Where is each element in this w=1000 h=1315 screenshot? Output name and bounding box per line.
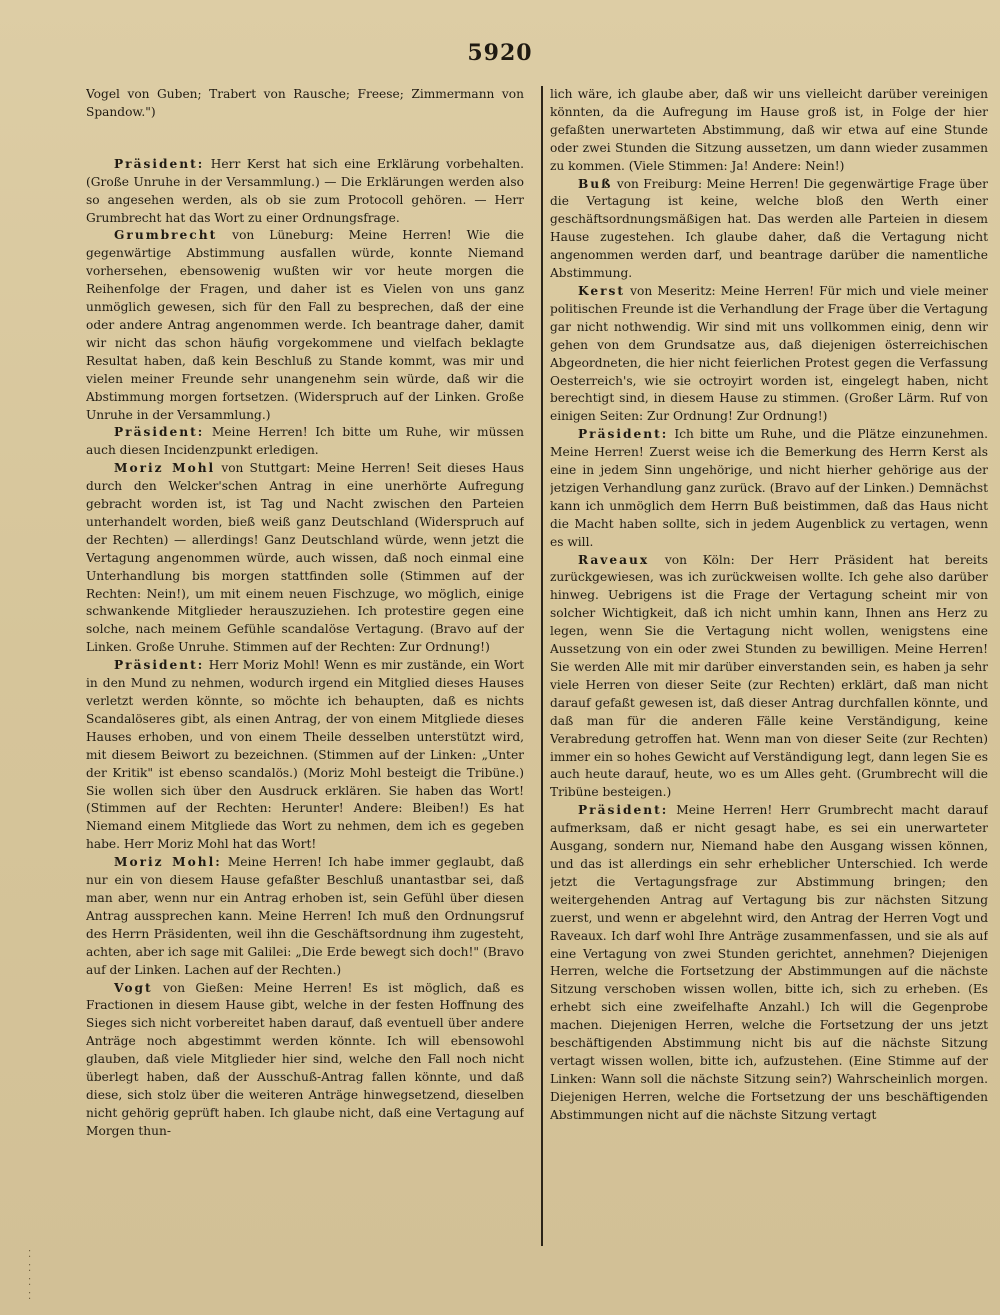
speaker-name: Präsident:	[114, 658, 205, 673]
paragraph-text: Meine Herren! Herr Grumbrecht macht darauf aufmerksam, daß er nicht gesagt habe, es sei ein unerwarteter Ausgang, sondern nur, Niemand habe den Ausgang wissen können, und das ist allerdings ein sehr erheblicher Unterschied. Ich werde jetzt die Vertagungsfrage zur Abstimmung bringen; den weitergehenden Antrag auf Vertagung bis zur nächsten Sitzung zuerst, und wenn er abgelehnt wird, den Antrag der Herren Vogt und Raveaux. Ich darf wohl Ihre Anträge zusammenfassen, und sie als auf eine Vertagung von zwei Stunden gerichtet, annehmen? Diejenigen Herren, welche die Fortsetzung der Abstimmungen auf die nächste Sitzung verschoben wissen wollen, bitte ich, sich zu erheben. (Es erhebt sich eine zweifelhafte Anzahl.) Ich will die Gegenprobe machen. Diejenigen Herren, welche die Fortsetzung der uns jetzt beschäftigenden Abstimmung nicht bis auf die nächste Sitzung vertagt wissen wollen, bitte ich, aufzustehen. (Eine Stimme auf der Linken: Wann soll die nächste Sitzung sein?) Wahrscheinlich morgen. Diejenigen Herren, welche die Fortsetzung der uns beschäftigenden Abstimmungen nicht auf die nächste Sitzung vertagt	[550, 803, 988, 1122]
paragraph	[86, 424, 524, 460]
paragraph-text: von Meseritz: Meine Herren! Für mich und viele meiner politischen Freunde ist die Verhandlung der Frage über die Vertagung gar nicht nothwendig. Wir sind mit uns vollkommen einig, denn wir gehen von dem Grundsatze aus, daß diejenigen österreichischen Abgeordneten, die hier nicht feierlichen Protest gegen die Verfassung Oesterreich's, wie sie octroyirt worden ist, eingelegt haben, nicht berechtigt sind, in diesem Hause zu stimmen. (Großer Lärm. Ruf von einigen Seiten: Zur Ordnung! Zur Ordnung!)	[550, 283, 988, 424]
paragraph	[550, 552, 988, 803]
paragraph-text: lich wäre, ich glaube aber, daß wir uns vielleicht darüber vereinigen könnten, da die Aufregung im Hause groß ist, in Folge der hier gefaßten unerwarteten Abstimmung, daß wir etwa auf eine Stunde oder zwei Stunden die Sitzung aussetzen, um dann wieder zusammen zu kommen. (Viele Stimmen: Ja! Andere: Nein!)	[550, 87, 988, 173]
left-column	[86, 86, 524, 1246]
speaker-name: Präsident:	[114, 156, 205, 171]
paragraph	[550, 283, 988, 426]
speaker-name: Präsident:	[578, 427, 669, 442]
paragraph-text: von Köln: Der Herr Präsident hat bereits zurückgewiesen, was ich zurückweisen wollte. Ich gehe also darüber hinweg. Uebrigens ist die Frage der Vertagung scheint mir von solcher Wichtigkeit, daß ich nicht umhin kann, Ihnen ans Herz zu legen, wenn Sie die Vertagung nicht wollen, wenigstens eine Aussetzung von ein oder zwei Stunden zu bewilligen. Meine Herren! Sie werden Alle mit mir darüber einverstanden sein, es haben ja sehr viele Herren von dieser Seite (zur Rechten) erklärt, daß man nicht darauf gefaßt gewesen ist, daß dieser Antrag durchfallen könnte, und daß man für die anderen Fälle keine Verständigung, keine Verabredung getroffen hat. Wenn man von dieser Seite (zur Rechten) immer ein so hohes Gewicht auf Verständigung legt, dann legen Sie es auch heute darauf, heute, wo es um Alles geht. (Grumbrecht will die Tribüne besteigen.)	[550, 552, 988, 800]
speaker-name: Moriz Mohl	[114, 461, 216, 476]
paragraph	[86, 460, 524, 657]
paragraph-text: Meine Herren! Ich habe immer geglaubt, daß nur ein von diesem Hause gefaßter Beschluß unantastbar sei, daß man aber, wenn nur ein Antrag erhoben ist, sein Gefühl über diesen Antrag aussprechen kann. Meine Herren! Ich muß den Ordnungsruf des Herrn Präsidenten, weil ihn die Geschäftsordnung ihm zugesteht, achten, aber ich sage mit Galilei: „Die Erde bewegt sich doch!" (Bravo auf der Linken. Lachen auf der Rechten.)	[86, 855, 524, 977]
speaker-name: Präsident:	[114, 425, 205, 440]
paragraph-text: Meine Herren! Ich bitte um Ruhe, wir müssen auch diesen Incidenzpunkt erledigen.	[86, 425, 524, 458]
page-number: 5920	[467, 40, 533, 66]
text-columns	[86, 86, 988, 1246]
paragraph	[550, 802, 988, 1124]
paragraph	[550, 86, 988, 176]
paragraph-text: von Gießen: Meine Herren! Es ist möglich, daß es Fractionen in diesem Hause gibt, welche in der festen Hoffnung des Sieges sich nicht vorbereitet haben darauf, daß eventuell über andere Anträge noch abgestimmt werden könnte. Ich will ebensowohl glauben, daß viele Mitglieder hier sind, welche den Fall noch nicht überlegt haben, daß der Ausschuß-Antrag fallen könnte, und daß diese, sich stolz über die weiteren Anträge hinwegsetzend, dieselben nicht gehörig geprüft haben. Ich glaube nicht, daß eine Vertagung auf Morgen thun-	[86, 980, 524, 1138]
paragraph	[86, 227, 524, 424]
paragraph	[86, 657, 524, 854]
speaker-name: Raveaux	[578, 552, 650, 567]
paragraph-text: Herr Moriz Mohl! Wenn es mir zustände, ein Wort in den Mund zu nehmen, wodurch irgend ein Mitglied dieses Hauses verletzt werden könnte, so möchte ich behaupten, daß es nichts Scandalöseres gibt, als einen Antrag, der von einem Mitgliede dieses Hauses erhoben, und von einem Theile desselben unterstützt wird, mit diesem Beiwort zu bezeichnen. (Stimmen auf der Linken: „Unter der Kritik" ist ebenso scandalös.) (Moriz Mohl besteigt die Tribüne.) Sie wollen sich über den Ausdruck erklären. Sie haben das Wort! (Stimmen auf der Rechten: Herunter! Andere: Bleiben!) Es hat Niemand einem Mitgliede das Wort zu nehmen, dem ich es gegeben habe. Herr Moriz Mohl hat das Wort!	[86, 658, 524, 852]
paragraph-text: von Freiburg: Meine Herren! Die gegenwärtige Frage über die Vertagung ist keine, welche bloß den Werth einer geschäftsordnungsmäßigen hat. Das werden alle Parteien in diesem Hause zugestehen. Ich glaube daher, daß die Vertagung nicht angenommen werden darf, und beantrage darüber die namentliche Abstimmung.	[550, 176, 988, 281]
right-column	[550, 86, 988, 1246]
speaker-name: Präsident:	[578, 803, 669, 818]
speaker-name: Vogt	[114, 980, 153, 995]
paragraph	[550, 176, 988, 283]
paragraph	[86, 86, 524, 122]
paragraph	[86, 980, 524, 1141]
paragraph-text: von Stuttgart: Meine Herren! Seit dieses Haus durch den Welcker'schen Antrag in eine unerhörte Aufregung gebracht worden ist, ist Tag und Nacht zwischen den Parteien unterhandelt worden, bieß weiß ganz Deutschland (Widerspruch auf der Rechten) — allerdings! Ganz Deutschland würde, wenn jetzt die Vertagung angenommen würde, auch wissen, daß noch einmal eine Unterhandlung bis morgen stattfinden solle (Stimmen auf der Rechten: Nein!), um mit einem neuen Fischzuge, wo möglich, einige schwankende Mitglieder herauszuziehen. Ich protestire gegen eine solche, nach meinem Gefühle scandalöse Vertagung. (Bravo auf der Linken. Große Unruhe. Stimmen auf der Rechten: Zur Ordnung!)	[86, 461, 524, 655]
speaker-name: Kerst	[578, 283, 625, 298]
speaker-name: Buß	[578, 176, 613, 191]
paragraph	[86, 156, 524, 228]
speaker-name: Moriz Mohl:	[114, 855, 222, 870]
paragraph-text: Vogel von Guben; Trabert von Rausche; Freese; Zimmermann von Spandow.")	[86, 87, 524, 119]
paragraph	[86, 854, 524, 979]
paragraph-text: Ich bitte um Ruhe, und die Plätze einzunehmen. Meine Herren! Zuerst weise ich die Bemerkung des Herrn Kerst als eine in jedem Sinn ungehörige, und nicht hierher gehörige aus der jetzigen Verhandlung ganz zurück. (Bravo auf der Linken.) Demnächst kann ich unmöglich dem Herrn Buß beistimmen, daß das Haus nicht die Macht haben sollte, sich in jedem Augenblick zu vertagen, wenn es will.	[550, 427, 988, 549]
paragraph-text: von Lüneburg: Meine Herren! Wie die gegenwärtige Abstimmung ausfallen würde, konnte Niemand vorhersehen, ebensowenig wußten wir vor heute morgen die Reihenfolge der Fragen, und daher ist es Vielen von uns ganz unmöglich gewesen, sich für den Fall zu besprechen, daß der eine oder andere Antrag angenommen werde. Ich beantrage daher, damit wir nicht das schon häufig vorgekommene und vielfach beklagte Resultat haben, daß kein Beschluß zu Stande kommt, was mir und vielen meiner Freunde sehr unangenehm sein würde, daß wir die Abstimmung morgen fortsetzen. (Widerspruch auf der Linken. Große Unruhe in der Versammlung.)	[86, 228, 524, 422]
paragraph-text: Herr Kerst hat sich eine Erklärung vorbehalten. (Große Unruhe in der Versammlung.) — Die Erklärungen werden also so angesehen werden, als ob sie zum Protocoll gehören. — Herr Grumbrecht hat das Wort zu einer Ordnungsfrage.	[86, 156, 524, 225]
paragraph	[550, 426, 988, 551]
margin-ornament: ⁚ ⁚ ⁚ ⁚	[28, 1249, 32, 1302]
speaker-name: Grumbrecht	[114, 228, 218, 243]
